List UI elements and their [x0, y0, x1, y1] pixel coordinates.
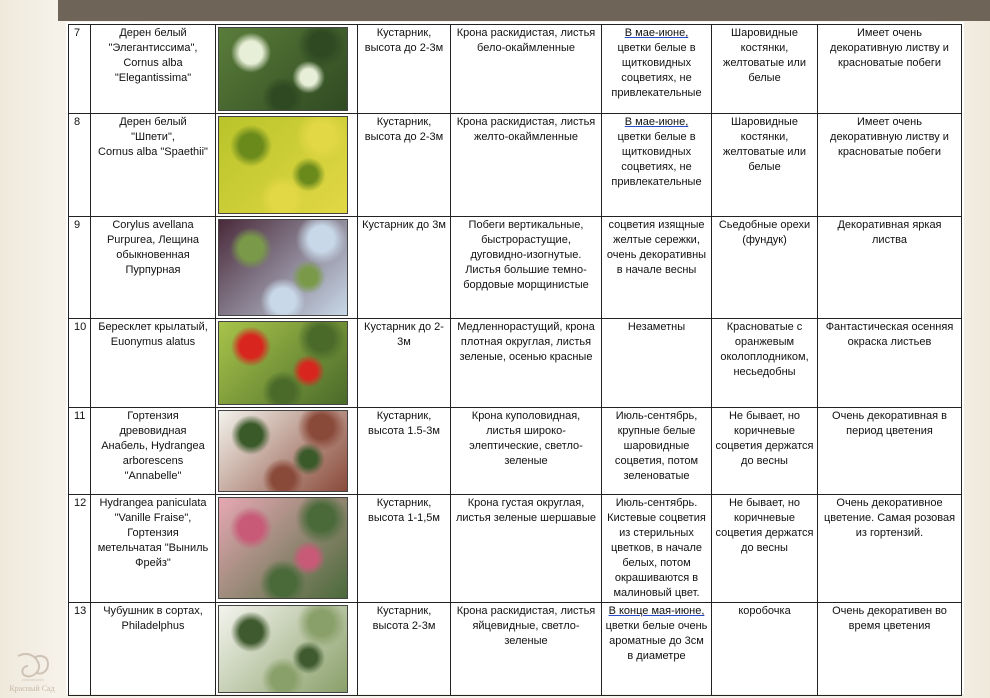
plant-fruits: Шаровидные костянки, желтоватые или белые [712, 114, 818, 217]
plant-name [91, 495, 216, 603]
plants-table [68, 24, 962, 696]
plant-name-line: "Элегантиссима", [108, 42, 198, 54]
plant-form: Кустарник до 2-3м [358, 319, 451, 408]
plant-name-line: Hydrangea paniculata [99, 497, 207, 509]
krasny-sad-logo [4, 650, 60, 696]
svg-text:Красный Сад: Красный Сад [9, 684, 55, 693]
flower-description: Июль-сентябрь, крупные белые шаровидные соцветия, потом зеленоватые [614, 410, 699, 482]
plant-flowers [602, 217, 712, 319]
plant-name-line: "Annabelle" [124, 470, 182, 482]
plant-decor: Имеет очень декоративную листву и красноватые побеги [818, 114, 962, 217]
plant-name-line: Фрейз" [135, 557, 171, 569]
table-row [69, 25, 962, 114]
plant-form: Кустарник до 3м [358, 217, 451, 319]
flower-description: цветки белые в щитковидных соцветиях, не привлекательные [611, 42, 702, 99]
plant-name-line: обыкновенная [116, 249, 190, 261]
plant-name-line: Бересклет крылатый, [98, 321, 208, 333]
plant-name-line: Purpurea, Лещина [106, 234, 200, 246]
table-row [69, 408, 962, 495]
plant-form: Кустарник, высота до 2-3м [358, 114, 451, 217]
plant-fruits: Шаровидные костянки, желтоватые или белые [712, 25, 818, 114]
plant-flowers [602, 408, 712, 495]
flower-description: Июль-сентябрь. Кистевые соцветия из стерильных цветков, в начале белых, потом окрашиваются в малиновый цвет. [607, 497, 706, 599]
plant-name-line: Гортензия [127, 527, 179, 539]
plant-photo [218, 27, 348, 111]
plant-photo-cell [216, 114, 358, 217]
plant-name-line: Euonymus alatus [110, 336, 196, 348]
flowering-period: В мае-июне, [624, 27, 689, 39]
plant-decor: Очень декоративная в период цветения [818, 408, 962, 495]
flower-description: Незаметны [627, 321, 686, 333]
plant-name-line: метельчатая "Выниль [97, 542, 209, 554]
plant-name-line: "Vanille Fraise", [114, 512, 192, 524]
flowering-period: В конце мая-июне, [608, 605, 705, 617]
document-page [66, 22, 964, 694]
plant-photo-cell [216, 319, 358, 408]
row-number: 9 [69, 217, 91, 319]
plant-photo [218, 410, 348, 492]
table-row [69, 319, 962, 408]
plant-name-line: Дерен белый [119, 27, 187, 39]
plant-name-line: древовидная [119, 425, 187, 437]
row-number: 13 [69, 603, 91, 696]
table-row [69, 217, 962, 319]
plant-name-line: arborescens [122, 455, 184, 467]
row-number: 10 [69, 319, 91, 408]
plant-flowers [602, 495, 712, 603]
plant-name-line: Cornus alba [123, 57, 183, 69]
plant-decor: Фантастическая осенняя окраска листьев [818, 319, 962, 408]
plant-fruits: коробочка [712, 603, 818, 696]
plant-photo-cell [216, 217, 358, 319]
plant-photo-cell [216, 603, 358, 696]
plant-crown: Побеги вертикальные, быстрорастущие, дуговидно-изогнутые. Листья большие темно-бордовые морщинистые [451, 217, 602, 319]
table-row [69, 114, 962, 217]
plant-photo-cell [216, 25, 358, 114]
row-number: 8 [69, 114, 91, 217]
plant-name [91, 603, 216, 696]
plant-flowers [602, 114, 712, 217]
plant-name-line: Анабель, Hydrangea [101, 440, 205, 452]
flower-description: соцветия изящные желтые сережки, очень декоративны в начале весны [606, 219, 707, 276]
table-row [69, 495, 962, 603]
plant-fruits: Красноватые с оранжевым околоплодником, несьедобны [712, 319, 818, 408]
plant-photo [218, 116, 348, 214]
flower-description: цветки белые в щитковидных соцветиях, не привлекательные [611, 131, 702, 188]
plant-name-line: Пурпурная [125, 264, 181, 276]
plant-fruits: Сьедобные орехи (фундук) [712, 217, 818, 319]
plant-name [91, 25, 216, 114]
plant-crown: Крона раскидистая, листья яйцевидные, светло-зеленые [451, 603, 602, 696]
plant-form: Кустарник, высота до 2-3м [358, 25, 451, 114]
plant-decor: Имеет очень декоративную листву и красноватые побеги [818, 25, 962, 114]
plant-name-line: Corylus avellana [112, 219, 194, 231]
plant-name [91, 408, 216, 495]
plant-crown: Медленнорастущий, крона плотная округлая, листья зеленые, осенью красные [451, 319, 602, 408]
row-number: 7 [69, 25, 91, 114]
plant-name [91, 217, 216, 319]
plant-form: Кустарник, высота 1.5-3м [358, 408, 451, 495]
plant-photo [218, 497, 348, 599]
plant-name-line: "Шпети", [131, 131, 175, 143]
plant-form: Кустарник, высота 1-1,5м [358, 495, 451, 603]
table-row [69, 603, 962, 696]
plant-photo [218, 219, 348, 316]
plant-crown: Крона раскидистая, листья бело-окаймленные [451, 25, 602, 114]
plant-name-line: "Elegantissima" [114, 72, 192, 84]
plant-photo [218, 605, 348, 693]
plant-form: Кустарник, высота 2-3м [358, 603, 451, 696]
plant-name [91, 114, 216, 217]
flower-description: цветки белые очень ароматные до 3см в диаметре [605, 620, 708, 662]
plant-name-line: Philadelphus [121, 620, 185, 632]
plant-photo [218, 321, 348, 405]
plant-fruits: Не бывает, но коричневые соцветия держатся до весны [712, 408, 818, 495]
flowering-period: В мае-июне, [624, 116, 689, 128]
top-bar [58, 0, 990, 21]
plant-decor: Декоративная яркая листва [818, 217, 962, 319]
plant-name-line: Cornus alba "Spaethii" [98, 146, 208, 158]
row-number: 12 [69, 495, 91, 603]
plant-flowers [602, 603, 712, 696]
plant-crown: Крона густая округлая, листья зеленые шершавые [451, 495, 602, 603]
plant-name-line: Чубушник в сортах, [103, 605, 203, 617]
plant-flowers [602, 319, 712, 408]
plant-fruits: Не бывает, но коричневые соцветия держатся до весны [712, 495, 818, 603]
plant-name [91, 319, 216, 408]
plant-flowers [602, 25, 712, 114]
plant-decor: Очень декоративен во время цветения [818, 603, 962, 696]
plant-crown: Крона куполовидная, листья широко-элептические, светло-зеленые [451, 408, 602, 495]
plant-name-line: Дерен белый [119, 116, 187, 128]
plant-decor: Очень декоративное цветение. Самая розовая из гортензий. [818, 495, 962, 603]
plant-crown: Крона раскидистая, листья желто-окаймленные [451, 114, 602, 217]
plant-photo-cell [216, 408, 358, 495]
plant-name-line: Гортензия [127, 410, 179, 422]
row-number: 11 [69, 408, 91, 495]
plant-photo-cell [216, 495, 358, 603]
